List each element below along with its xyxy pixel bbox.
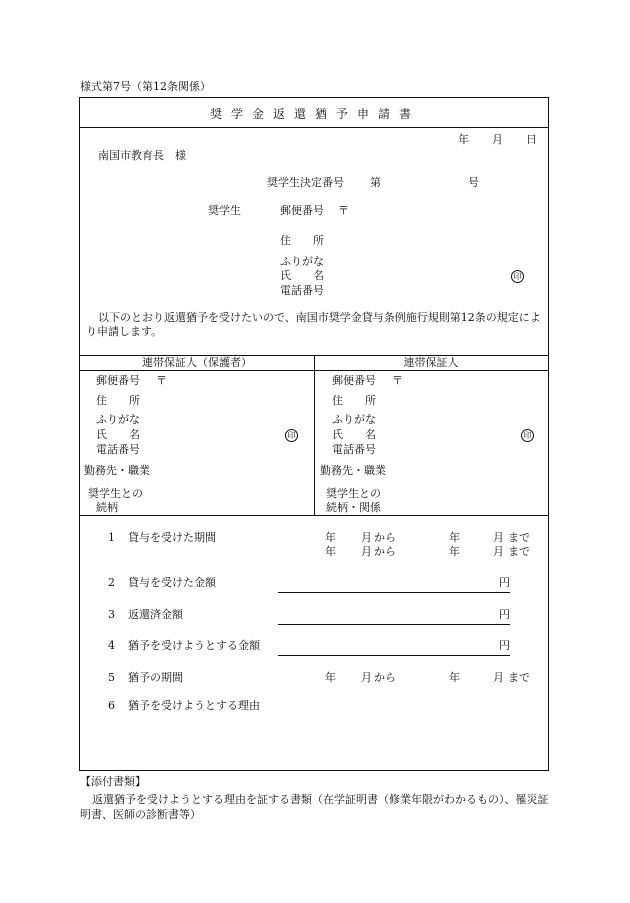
application-form xyxy=(79,97,549,771)
guarantor-center-divider xyxy=(314,355,315,515)
attachments-title: 【添付書類】 xyxy=(80,775,146,788)
guarantor-right-relation-label: 奨学生との xyxy=(326,487,381,500)
item-6-label: 猶予を受けようとする理由 xyxy=(128,699,260,712)
form-number-label: 様式第7号（第12条関係） xyxy=(80,80,211,93)
item-4-label: 猶予を受けようとする金額 xyxy=(128,639,260,652)
guarantor-right-phone-label: 電話番号 xyxy=(332,443,376,456)
guarantor-right-seal-icon: 印 xyxy=(521,429,534,442)
period-3-end-year: 年 xyxy=(449,671,460,684)
period-3-start-year: 年 xyxy=(325,671,336,684)
item-3-number: 3 xyxy=(108,608,115,621)
guarantor-left-phone-label: 電話番号 xyxy=(96,443,140,456)
guarantor-left-relation-label-2: 続柄 xyxy=(96,501,118,514)
period-2-until: まで xyxy=(508,545,530,558)
item-2-number: 2 xyxy=(108,576,115,589)
student-postal-label: 郵便番号 xyxy=(280,204,324,217)
student-name-label: 氏 名 xyxy=(280,269,324,282)
period-2-from: から xyxy=(374,545,396,558)
guarantor-right-postal-label: 郵便番号 xyxy=(332,374,376,387)
attachments-body: 返還猶予を受けようとする理由を証する書類（在学証明書（修業年限がわかるもの）、罹災証明書、医師の診断書等） xyxy=(80,793,549,821)
guarantor-left-furigana-label: ふりがな xyxy=(96,413,140,426)
item-2-yen: 円 xyxy=(499,576,510,589)
guarantor-left-name-label: 氏 名 xyxy=(96,428,140,441)
period-3-until: まで xyxy=(508,671,530,684)
period-1-from: から xyxy=(374,531,396,544)
student-address-label: 住 所 xyxy=(280,234,324,247)
date-month: 月 xyxy=(492,133,503,146)
period-1-end-month: 月 xyxy=(493,531,504,544)
guarantor-left-address-label: 住 所 xyxy=(96,394,140,407)
item-4-number: 4 xyxy=(108,639,115,652)
guarantor-right-name-label: 氏 名 xyxy=(332,428,376,441)
date-day: 日 xyxy=(526,133,537,146)
period-3-start-month: 月 xyxy=(361,671,372,684)
period-1-start-year: 年 xyxy=(325,531,336,544)
student-phone-label: 電話番号 xyxy=(280,284,324,297)
guarantor-left-relation-label: 奨学生との xyxy=(88,487,143,500)
item-6-number: 6 xyxy=(108,699,115,712)
period-2-end-month: 月 xyxy=(493,545,504,558)
item-2-label: 貸与を受けた金額 xyxy=(128,576,216,589)
period-3-from: から xyxy=(374,671,396,684)
guarantor-left-postal-label: 郵便番号 xyxy=(96,374,140,387)
guarantor-heading-divider xyxy=(80,370,548,371)
guarantor-right-heading: 連帯保証人 xyxy=(403,356,459,369)
period-2-start-year: 年 xyxy=(325,545,336,558)
item-3-amount-line xyxy=(278,624,510,625)
student-postal-mark: 〒 xyxy=(338,204,349,217)
decision-number-label: 奨学生決定番号 xyxy=(267,176,344,189)
item-2-amount-line xyxy=(278,592,510,593)
item-1-number: 1 xyxy=(108,531,115,544)
application-statement: 以下のとおり返還猶予を受けたいので、南国市奨学金貸与条例施行規則第12条の規定により申請します。 xyxy=(86,311,541,338)
period-1-until: まで xyxy=(508,531,530,544)
guarantor-right-work-label: 勤務先・職業 xyxy=(320,464,386,477)
date-year: 年 xyxy=(458,133,469,146)
item-1-label: 貸与を受けた期間 xyxy=(128,531,216,544)
guarantor-left-heading: 連帯保証人（保護者） xyxy=(142,356,252,369)
item-3-label: 返還済金額 xyxy=(128,608,183,621)
guarantor-left-seal-icon: 印 xyxy=(285,429,298,442)
period-1-end-year: 年 xyxy=(449,531,460,544)
item-5-number: 5 xyxy=(108,671,115,684)
item-5-label: 猶予の期間 xyxy=(128,671,183,684)
title-divider xyxy=(80,127,548,128)
item-3-yen: 円 xyxy=(499,608,510,621)
guarantor-right-relation-label-2: 続柄・関係 xyxy=(326,501,381,514)
decision-number-go: 号 xyxy=(468,176,479,189)
addressee: 南国市教育長 様 xyxy=(98,149,186,162)
item-4-yen: 円 xyxy=(499,639,510,652)
period-3-end-month: 月 xyxy=(493,671,504,684)
period-2-end-year: 年 xyxy=(449,545,460,558)
period-1-start-month: 月 xyxy=(361,531,372,544)
items-top-divider xyxy=(80,515,548,516)
student-seal-icon: 印 xyxy=(511,270,524,283)
item-4-amount-line xyxy=(278,655,510,656)
period-2-start-month: 月 xyxy=(361,545,372,558)
guarantor-right-postal-mark: 〒 xyxy=(392,374,403,387)
guarantor-right-address-label: 住 所 xyxy=(332,394,376,407)
decision-number-dai: 第 xyxy=(370,176,381,189)
guarantor-left-postal-mark: 〒 xyxy=(156,374,167,387)
student-heading: 奨学生 xyxy=(208,204,241,217)
form-title: 奨学金返還猶予申請書 xyxy=(209,107,420,121)
student-furigana-label: ふりがな xyxy=(280,255,324,268)
guarantor-right-furigana-label: ふりがな xyxy=(332,413,376,426)
guarantor-left-work-label: 勤務先・職業 xyxy=(84,464,150,477)
